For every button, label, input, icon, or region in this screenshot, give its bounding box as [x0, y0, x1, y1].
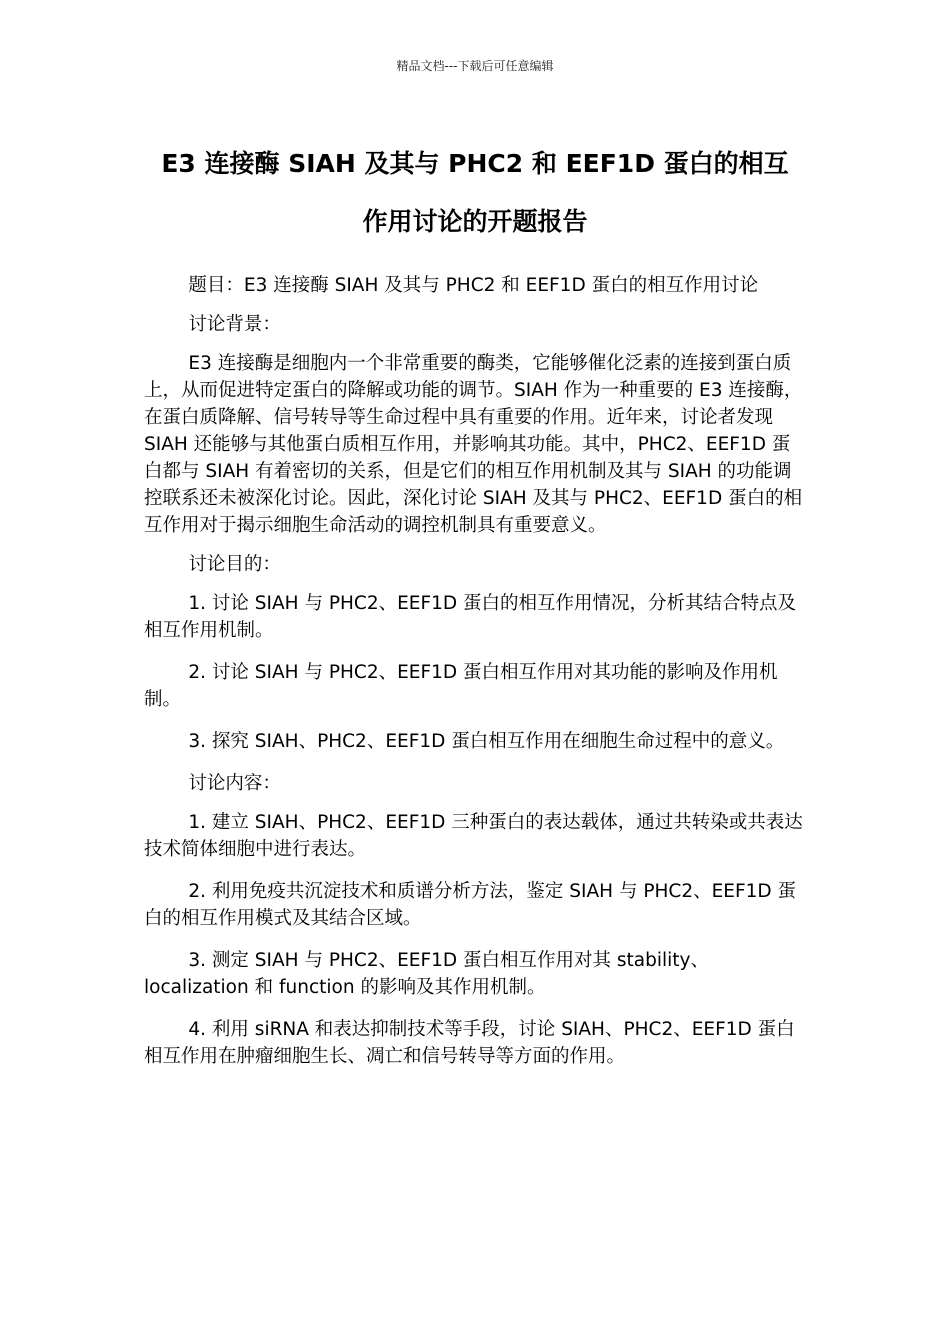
purpose-item: 3. 探究 SIAH、PHC2、EEF1D 蛋白相互作用在细胞生命过程中的意义。: [188, 731, 785, 752]
document-body: [144, 272, 808, 1085]
background-paragraph: E3 连接酶是细胞内一个非常重要的酶类，它能够催化泛素的连接到蛋白质上，从而促进特定蛋白的降解或功能的调节。SIAH 作为一种重要的 E3 连接酶，在蛋白质降解、信号转导等生命过程中具有重要的作用。近年来，讨论者发现 SIAH 还能够与其他蛋白质相互作用，并影响其功能。其中，PHC2、EEF1D 蛋白都与 SIAH 有着密切的关系，但是它们的相互作用机制及其与 SIAH 的功能调控联系还未被深化讨论。因此，深化讨论 SIAH 及其与 PHC2、EEF1D 蛋白的相互作用对于揭示细胞生命活动的调控机制具有重要意义。: [144, 353, 803, 536]
purpose-item: 2. 讨论 SIAH 与 PHC2、EEF1D 蛋白相互作用对其功能的影响及作用机制。: [144, 662, 778, 710]
content-heading: 讨论内容：: [188, 773, 281, 794]
document-title: [120, 135, 830, 251]
title-line-1: E3 连接酶 SIAH 及其与 PHC2 和 EEF1D 蛋白的相互: [161, 149, 789, 178]
title-line-2: 作用讨论的开题报告: [362, 207, 588, 236]
content-item: 4. 利用 siRNA 和表达抑制技术等手段，讨论 SIAH、PHC2、EEF1D 蛋白相互作用在肿瘤细胞生长、凋亡和信号转导等方面的作用。: [144, 1019, 795, 1067]
content-item: 3. 测定 SIAH 与 PHC2、EEF1D 蛋白相互作用对其 stability、localization 和 function 的影响及其作用机制。: [144, 950, 709, 998]
purpose-item: 1. 讨论 SIAH 与 PHC2、EEF1D 蛋白的相互作用情况，分析其结合特点及相互作用机制。: [144, 593, 797, 641]
background-heading: 讨论背景：: [188, 314, 281, 335]
topic-paragraph: 题目：E3 连接酶 SIAH 及其与 PHC2 和 EEF1D 蛋白的相互作用讨论: [188, 275, 759, 296]
content-item: 2. 利用免疫共沉淀技术和质谱分析方法，鉴定 SIAH 与 PHC2、EEF1D 蛋白的相互作用模式及其结合区域。: [144, 881, 797, 929]
purpose-heading: 讨论目的：: [188, 554, 281, 575]
page-header: 精品文档---下载后可任意编辑: [396, 59, 554, 73]
content-item: 1. 建立 SIAH、PHC2、EEF1D 三种蛋白的表达载体，通过共转染或共表达技术简体细胞中进行表达。: [144, 812, 803, 860]
